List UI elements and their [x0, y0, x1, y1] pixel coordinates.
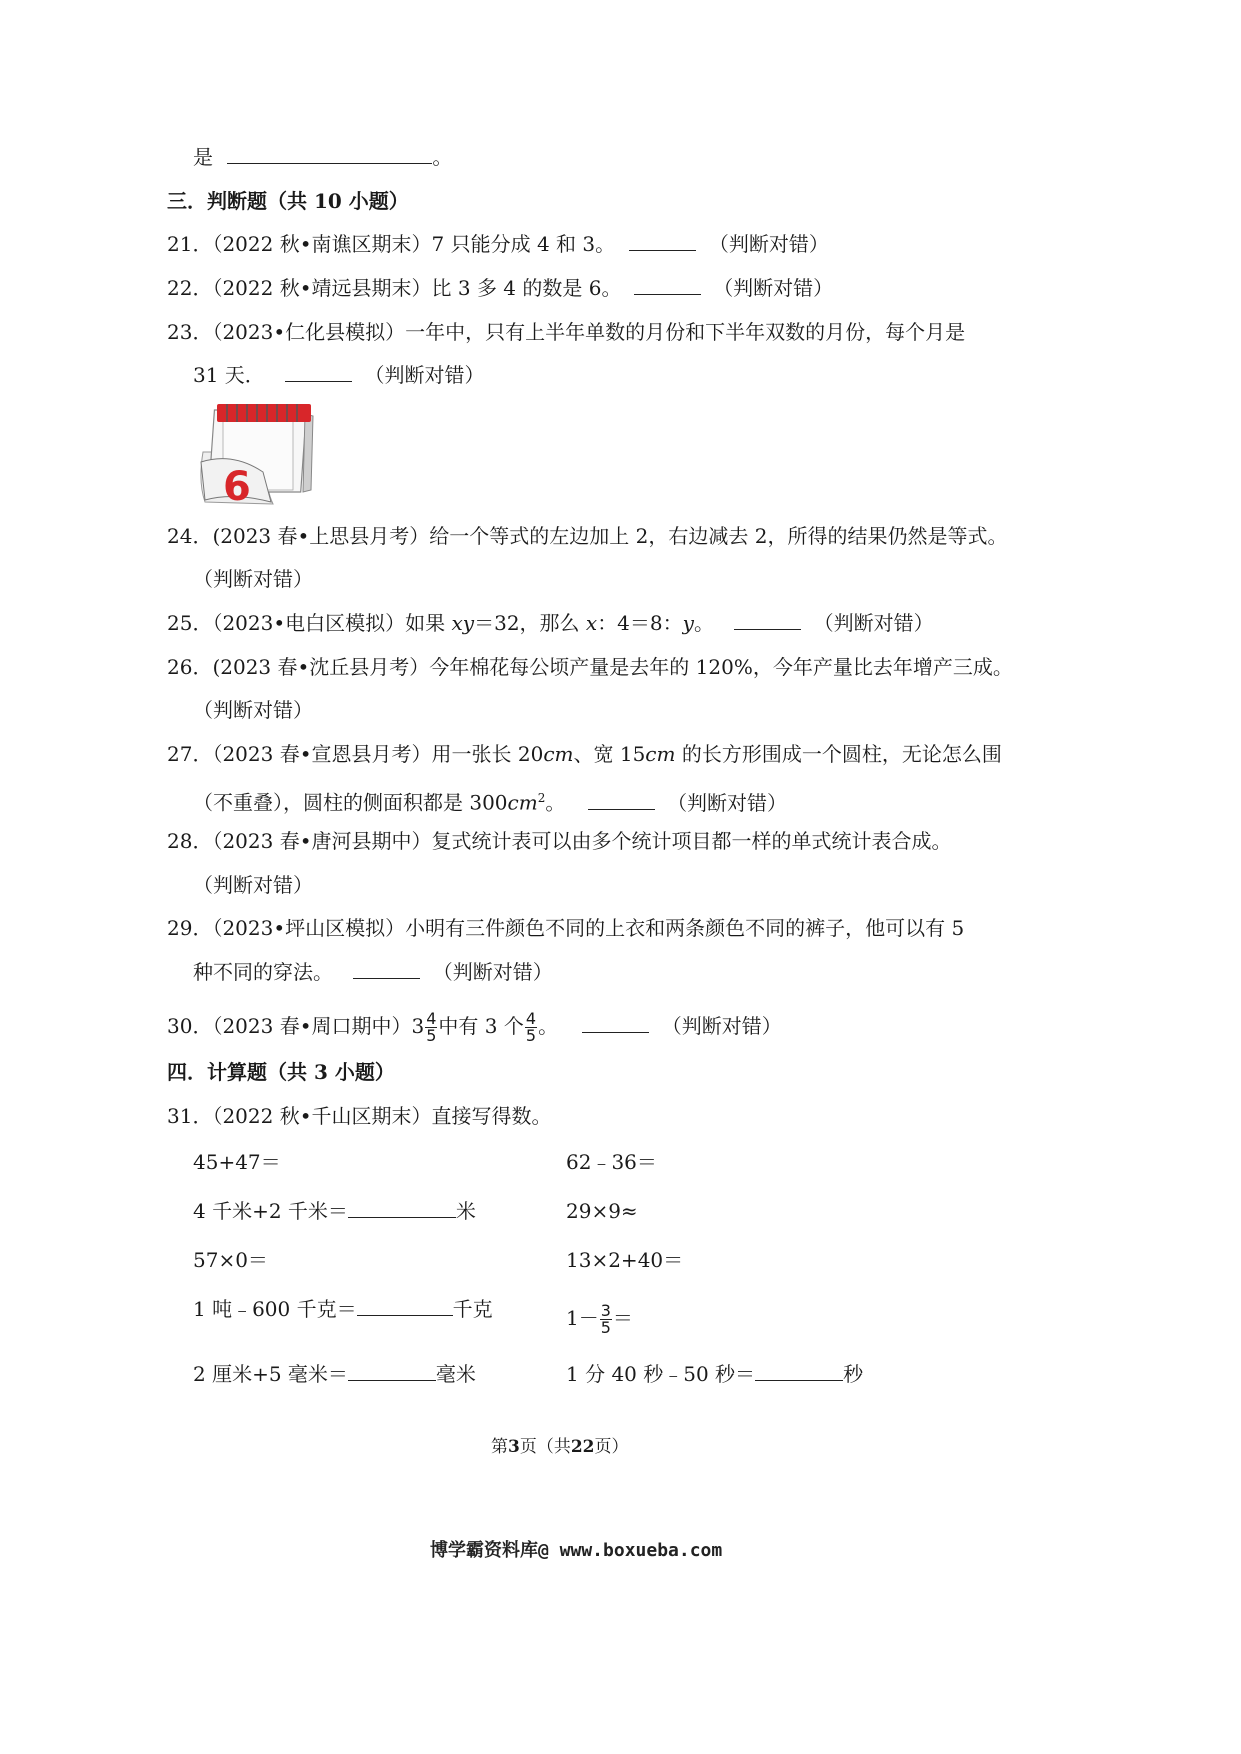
q22-answer-blank[interactable]	[634, 274, 701, 295]
calc-b4	[566, 1296, 633, 1340]
q27-text-d: （不重叠），圆柱的侧面积都是 300	[193, 790, 508, 815]
calc-b5-text: 1 分 40 秒﹣50 秒＝	[566, 1362, 756, 1386]
question-24-line2	[193, 565, 313, 593]
question-23-line2	[193, 361, 485, 389]
fraction-denominator: 5	[600, 1318, 611, 1337]
q30-text-c: 。	[538, 1014, 559, 1038]
q25-var-x: x	[585, 611, 598, 635]
q25-text-a: 25．（2023•电白区模拟）如果	[167, 611, 452, 635]
question-27-line2	[193, 784, 787, 817]
q30-fraction-b	[525, 1011, 537, 1044]
q21-answer-blank[interactable]	[629, 230, 696, 251]
calc-a2-blank[interactable]	[348, 1197, 456, 1218]
q29-text2: 种不同的穿法。	[193, 960, 333, 984]
calc-b5	[566, 1360, 863, 1388]
q27-unit-cm: cm	[507, 790, 538, 815]
watermark: 博学霸资料库@ www.boxueba.com	[430, 1540, 723, 1561]
calc-a5-text: 2 厘米+5 毫米＝	[193, 1362, 348, 1386]
question-24-line1: 24．(2023 春•上思县月考）给一个等式的左边加上 2，右边减去 2，所得的结果仍然是等式。	[167, 524, 1008, 548]
q27-unit-cm: cm	[645, 742, 676, 766]
judge-tag: （判断对错）	[813, 611, 934, 635]
calc-a3: 57×0＝	[193, 1248, 268, 1272]
question-29-line1: 29．（2023•坪山区模拟）小明有三件颜色不同的上衣和两条颜色不同的裤子，他可以有 5	[167, 916, 965, 940]
prev-question-tail	[193, 143, 452, 171]
question-29-line2	[193, 958, 553, 986]
calc-a4	[193, 1295, 493, 1323]
judge-tag: （判断对错）	[193, 567, 313, 591]
calc-a1: 45+47＝	[193, 1150, 281, 1174]
calc-b4-equals: ＝	[612, 1306, 633, 1330]
question-27-line1	[167, 740, 1002, 768]
q27-superscript: 2	[537, 791, 546, 805]
judge-tag: （判断对错）	[708, 232, 829, 256]
page-number: 3	[508, 1437, 520, 1457]
q30-text-a: 30．（2023 春•周口期中）3	[167, 1014, 425, 1038]
q27-answer-blank[interactable]	[588, 789, 655, 810]
calc-a2-unit: 米	[455, 1199, 476, 1223]
fraction-numerator: 4	[525, 1009, 537, 1028]
question-28-line1: 28．（2023 春•唐河县期中）复式统计表可以由多个统计项目都一样的单式统计表合成。	[167, 829, 952, 853]
calc-a5-unit: 毫米	[435, 1362, 476, 1386]
judge-tag: （判断对错）	[661, 1014, 782, 1038]
q29-answer-blank[interactable]	[353, 958, 420, 979]
calc-b2: 29×9≈	[566, 1199, 638, 1223]
q27-text-c: 的长方形围成一个圆柱，无论怎么围	[675, 742, 1002, 766]
judge-tag: （判断对错）	[667, 790, 788, 815]
q30-answer-blank[interactable]	[582, 1012, 649, 1033]
q25-text-c: ：4＝8：	[597, 611, 683, 635]
calendar-digit: 6	[223, 464, 251, 507]
q23-text2: 31 天．	[193, 363, 265, 387]
q25-var-xy: xy	[451, 611, 475, 635]
q27-text-b: 、宽 15	[573, 742, 646, 766]
fraction-denominator: 5	[525, 1026, 537, 1045]
q23-answer-blank[interactable]	[285, 361, 352, 382]
calendar-image	[193, 402, 318, 507]
judge-tag: （判断对错）	[193, 698, 313, 722]
calc-a4-unit: 千克	[452, 1297, 493, 1321]
q30-text-b: 中有 3 个	[438, 1014, 524, 1038]
q27-text-e: 。	[545, 790, 566, 815]
section-title-judgement: 三．判断题（共 10 小题）	[167, 189, 409, 213]
total-pages: 22	[570, 1437, 595, 1457]
calc-b3: 13×2+40＝	[566, 1248, 684, 1272]
judge-tag: （判断对错）	[193, 873, 313, 897]
section-title-calculation: 四．计算题（共 3 小题）	[167, 1060, 395, 1084]
footer-text-a: 第	[491, 1437, 508, 1457]
q25-text-b: ＝32，那么	[474, 611, 586, 635]
q22-text: 22．（2022 秋•靖远县期末）比 3 多 4 的数是 6。	[167, 276, 622, 300]
calc-b4-fraction	[600, 1303, 612, 1336]
calc-b1: 62﹣36＝	[566, 1150, 657, 1174]
prev-tail-suffix: 。	[432, 145, 453, 169]
calc-b5-unit: 秒	[843, 1362, 864, 1386]
page-footer	[491, 1432, 629, 1457]
question-26-line1: 26．(2023 春•沈丘县月考）今年棉花每公顷产量是去年的 120%，今年产量比去年增产三成。	[167, 655, 1013, 679]
question-28-line2	[193, 871, 313, 899]
judge-tag: （判断对错）	[713, 276, 834, 300]
judge-tag: （判断对错）	[432, 960, 553, 984]
question-30	[167, 1004, 782, 1048]
judge-tag: （判断对错）	[364, 363, 485, 387]
q25-answer-blank[interactable]	[734, 609, 801, 630]
answer-blank[interactable]	[227, 143, 432, 164]
calc-a5	[193, 1360, 476, 1388]
footer-text-c: 页）	[594, 1437, 629, 1457]
question-26-line2	[193, 696, 313, 724]
q27-unit-cm: cm	[543, 742, 574, 766]
question-21	[167, 230, 829, 258]
calc-a5-blank[interactable]	[348, 1360, 436, 1381]
q25-text-d: 。	[693, 611, 714, 635]
q25-var-y: y	[682, 611, 694, 635]
calc-a2	[193, 1197, 476, 1225]
q30-fraction-a	[425, 1011, 437, 1044]
calc-a4-text: 1 吨﹣600 千克＝	[193, 1297, 357, 1321]
question-31: 31．（2022 秋•千山区期末）直接写得数。	[167, 1104, 552, 1128]
question-22	[167, 274, 833, 302]
q27-text-a: 27．（2023 春•宣恩县月考）用一张长 20	[167, 742, 544, 766]
question-25	[167, 609, 934, 637]
calc-b5-blank[interactable]	[755, 1360, 843, 1381]
fraction-numerator: 3	[600, 1301, 611, 1320]
calc-a2-text: 4 千米+2 千米＝	[193, 1199, 348, 1223]
footer-text-b: 页（共	[519, 1437, 571, 1457]
fraction-denominator: 5	[426, 1026, 437, 1045]
calc-b4-text: 1－	[566, 1306, 599, 1330]
q21-text: 21．（2022 秋•南谯区期末）7 只能分成 4 和 3。	[167, 232, 616, 256]
calc-a4-blank[interactable]	[357, 1295, 453, 1316]
fraction-numerator: 4	[426, 1009, 437, 1028]
prev-tail-prefix: 是	[193, 145, 213, 169]
question-23-line1: 23．（2023•仁化县模拟）一年中，只有上半年单数的月份和下半年双数的月份，每个月是	[167, 320, 966, 344]
